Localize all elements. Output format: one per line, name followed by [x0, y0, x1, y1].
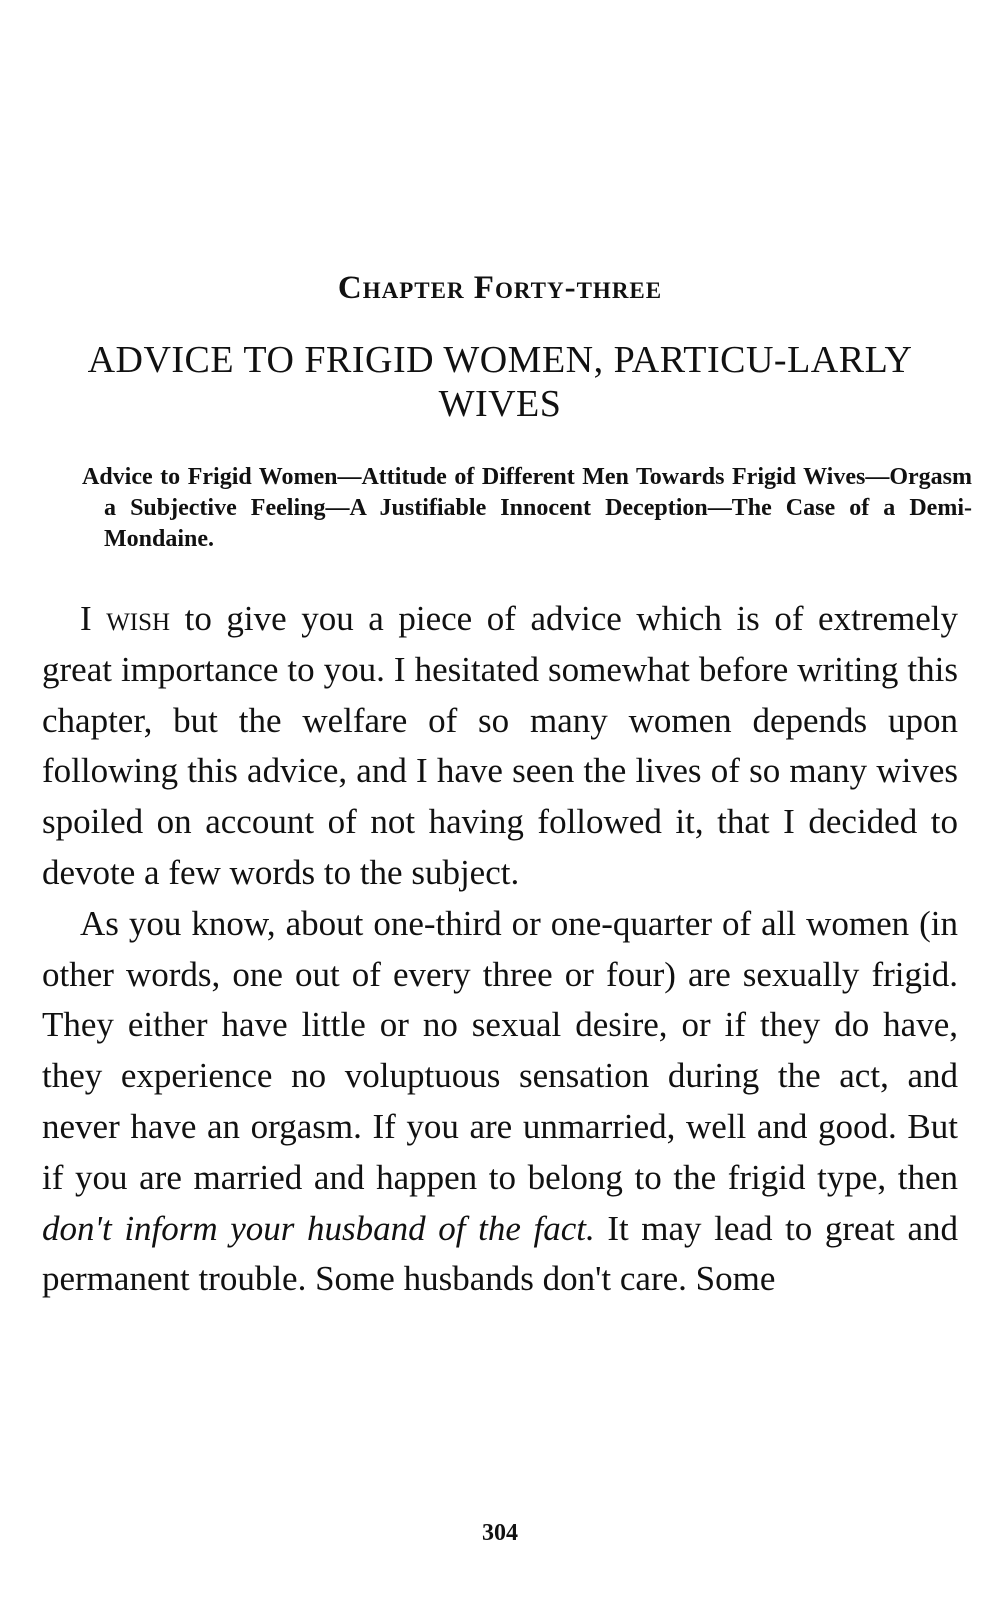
chapter-summary: Advice to Frigid Women—Attitude of Different Men Towards Frigid Wives—Orgasm a Subjective Feeling—A Justifiable Innocent Deception—The Case of a Demi-Mondaine.	[82, 464, 972, 552]
paragraph-1-lead-word: I wish	[80, 599, 171, 638]
chapter-title: ADVICE TO FRIGID WOMEN, PARTICU-LARLY WIVES	[87, 339, 913, 425]
paragraph-2-emphasis: don't inform your husband of the fact.	[42, 1208, 595, 1248]
page-number: 304	[482, 1520, 518, 1546]
paragraph-2-text-after: It may lead to great and permanent trouble. Some husbands don't care. Some	[42, 1208, 958, 1299]
paragraph-2-text-before: As you know, about one-third or one-quarter of all women (in other words, one out of every three or four) are sexually frigid. They either have little or no sexual desire, or if they do have, they experience no voluptuous sensation during the act, and never have an orgasm. If you are unmarried, well and good. But if you are married and happen to belong to the frigid type, then	[42, 903, 958, 1197]
paragraph-1	[42, 594, 958, 899]
body-text	[42, 594, 958, 1305]
chapter-heading: Chapter Forty-three	[337, 270, 663, 306]
paragraph-1-text: to give you a piece of advice which is of extremely great importance to you. I hesitated somewhat before writing this chapter, but the welfare of so many women depends upon following this advice, and I have seen the lives of so many wives spoiled on account of not having followed it, that I decided to devote a few words to the subject.	[42, 599, 958, 892]
paragraph-2	[42, 899, 958, 1305]
